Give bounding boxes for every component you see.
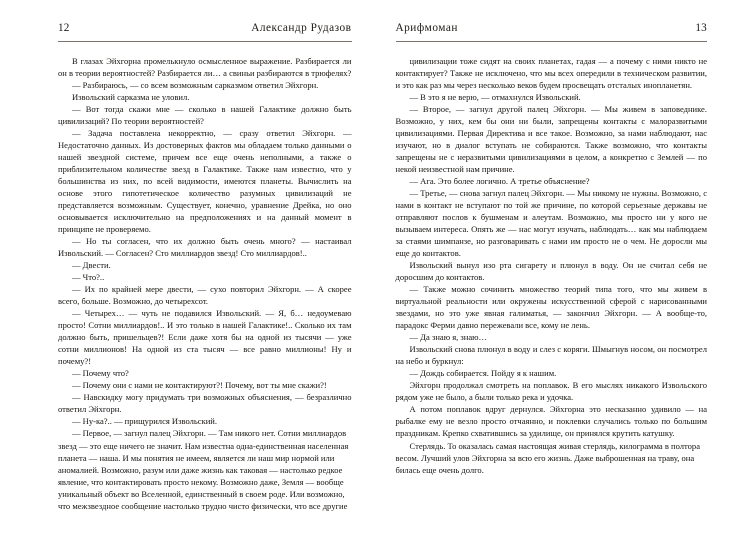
paragraph: — Ну-ка?.. — прищурился Извольский. (72, 416, 218, 427)
running-head-right (396, 22, 708, 37)
paragraph: Извольский вынул изо рта сигарету и плюнул в воду. Он не считал себя не доросшим до контактов. (395, 260, 707, 283)
paragraph: — Навскидку могу придумать три возможных объяснения, — безразлично ответил Эйхгорн. (58, 392, 352, 415)
paragraph: — Дождь собирается. Пойду я к нашим. (409, 368, 557, 379)
author-running-title: Александр Рудазов (251, 22, 352, 34)
body-text-right (396, 55, 708, 476)
paragraph: — Первое, — загнул палец Эйхгорн. — Там никого нет. Сотни миллиардов звезд — это еще ничего не значит. Нам известна одна-единственная населенная планета — наша. И мы понятия не имеем, является ли наш мир нормой или аномалией. Возможно, разум или даже жизнь как таковая — настолько редкое явление, что контактировать просто некому. Возможно даже, Земля — вообще уникальный объект во Вселенной, единственный в своем роде. Или возможно, что межзвездное сообщение настолько трудно чисто физически, что все другие (58, 428, 349, 511)
paragraph: — В это я не верю, — отмахнулся Извольский. (409, 92, 581, 103)
paragraph: цивилизации тоже сидят на своих планетах, гадая — а почему с ними никто не контактирует? Также не исключено, что мы всех опередили в техническом развитии, и это как раз мы через несколько веков будем просвещать отсталых инопланетян. (395, 56, 707, 91)
paragraph: — Также можно сочинить множество теорий типа того, что мы живем в виртуальной реальности или окружены искусственной сферой с нарисованными звездами, но это уже явная галиматья, — закончил Эйхгорн. — А вообще-то, парадокс Ферми давно пережевали все, кому не лень. (395, 284, 707, 331)
page-gutter (369, 0, 370, 540)
paragraph: — Задача поставлена некорректно, — сразу ответил Эйхгорн. — Недостаточно данных. Из достоверных фактов мы обладаем только данными о нашей звездной системе, причем все еще очень неполными, а также о приблизительном количестве звезд в Галактике. Также нам известно, что у большинства из них, по всей видимости, имеются планеты. Вычислить на основе этого гипотетическое количество разумных цивилизаций не представляется возможным. Существует, конечно, уравнение Дрейка, но оно основывается исключительно на предположениях и на данный момент в принципе не проверяемо. (58, 128, 352, 235)
running-head-left (58, 22, 352, 37)
paragraph: А потом поплавок вдруг дернулся. Эйхгорна это несказанно удивило — на рыбалке ему не везло просто отчаянно, и поклевки случались только по большим праздникам. Крепко схватившись за удилище, он принялся крутить катушку. (395, 404, 707, 439)
header-rule-right (396, 41, 708, 42)
paragraph: Стерлядь. То оказалась самая настоящая живая стерлядь, килограмма в полтора весом. Лучший улов Эйхгорна за всю его жизнь. Даже выброшенная на траву, она билась еще очень долго. (395, 440, 700, 475)
paragraph: Извольский снова плюнул в воду и слез с коряги. Шмыгнув носом, он посмотрел на небо и буркнул: (395, 344, 707, 367)
paragraph: — Разбираюсь, — со всем возможным сарказмом ответил Эйхгорн. (72, 80, 319, 91)
paragraph: — Двести. (72, 260, 111, 271)
book-running-title: Арифмоман (395, 22, 458, 34)
paragraph: — Почему они с нами не контактируют?! Почему, вот ты мне скажи?! (72, 380, 327, 391)
paragraph: В глазах Эйхгорна промелькнуло осмысленное выражение. Разбирается ли он в теории вероятностей? Разбирается ли… а свиньи разбираются в трюфелях? (58, 56, 352, 79)
paragraph: — Ага. Это более логично. А третье объяснение? (409, 176, 590, 187)
page-number-right: 13 (695, 22, 707, 34)
page-number-left: 12 (58, 22, 70, 34)
paragraph: — Вот тогда скажи мне — сколько в нашей Галактике должно быть цивилизаций? По теории вероятностей? (58, 104, 352, 127)
paragraph: — Третье, — снова загнул палец Эйхгорн. — Мы никому не нужны. Возможно, с нами в контакт не вступают по той же причине, по которой серьезные державы не отправляют послов к бушменам и алеутам. Возможно, мы просто ни у кого не вызываем интереса. Опять же — нас могут изучать, наблюдать… как мы наблюдаем за стаями шимпанзе, но разговаривать с нами им просто не о чем. Не доросли мы еще до контактов. (395, 188, 707, 259)
paragraph: Извольский сарказма не уловил. (72, 92, 190, 103)
header-rule-left (58, 41, 352, 42)
paragraph: — Четырех… — чуть не подавился Извольский. — Я, б… недоумеваю просто! Сотни миллиардов!.. И это только в нашей Галактике!.. Сколько их там должно быть, пришельцев?! Если даже хотя бы на одной из тысячи — уже сотни миллионов! На одной из ста тысяч — все равно миллионы! Ну и почему?! (58, 308, 352, 367)
paragraph: Эйхгорн продолжал смотреть на поплавок. В его мыслях никакого Извольского рядом уже не было, а были только река и удочка. (395, 380, 707, 403)
paragraph: — Второе, — загнул другой палец Эйхгорн. — Мы живем в заповеднике. Возможно, у них, кем бы они ни были, запрещены контакты с малоразвитыми цивилизациями. Первая Директива и все такое. Возможно, за нами наблюдают, нас изучают, но в диалог вступать не собираются. Также возможно, что контакты запрещены не с неразвитыми цивилизациями в целом, а конкретно с Землей — по некой неизвестной нам причине. (395, 104, 707, 175)
paragraph: — Их по крайней мере двести, — сухо повторил Эйхгорн. — А скорее всего, больше. Возможно, до четырехсот. (58, 284, 352, 307)
body-text-left (58, 55, 352, 512)
page-right (370, 0, 739, 540)
paragraph: — Но ты согласен, что их должно быть очень много? — настаивал Извольский. — Согласен? Сто миллиардов звезд! Сто миллиардов!.. (58, 236, 352, 259)
paragraph: — Почему что? (72, 368, 129, 379)
paragraph: — Да знаю я, знаю… (409, 332, 488, 343)
paragraph: — Что?.. (72, 272, 105, 283)
